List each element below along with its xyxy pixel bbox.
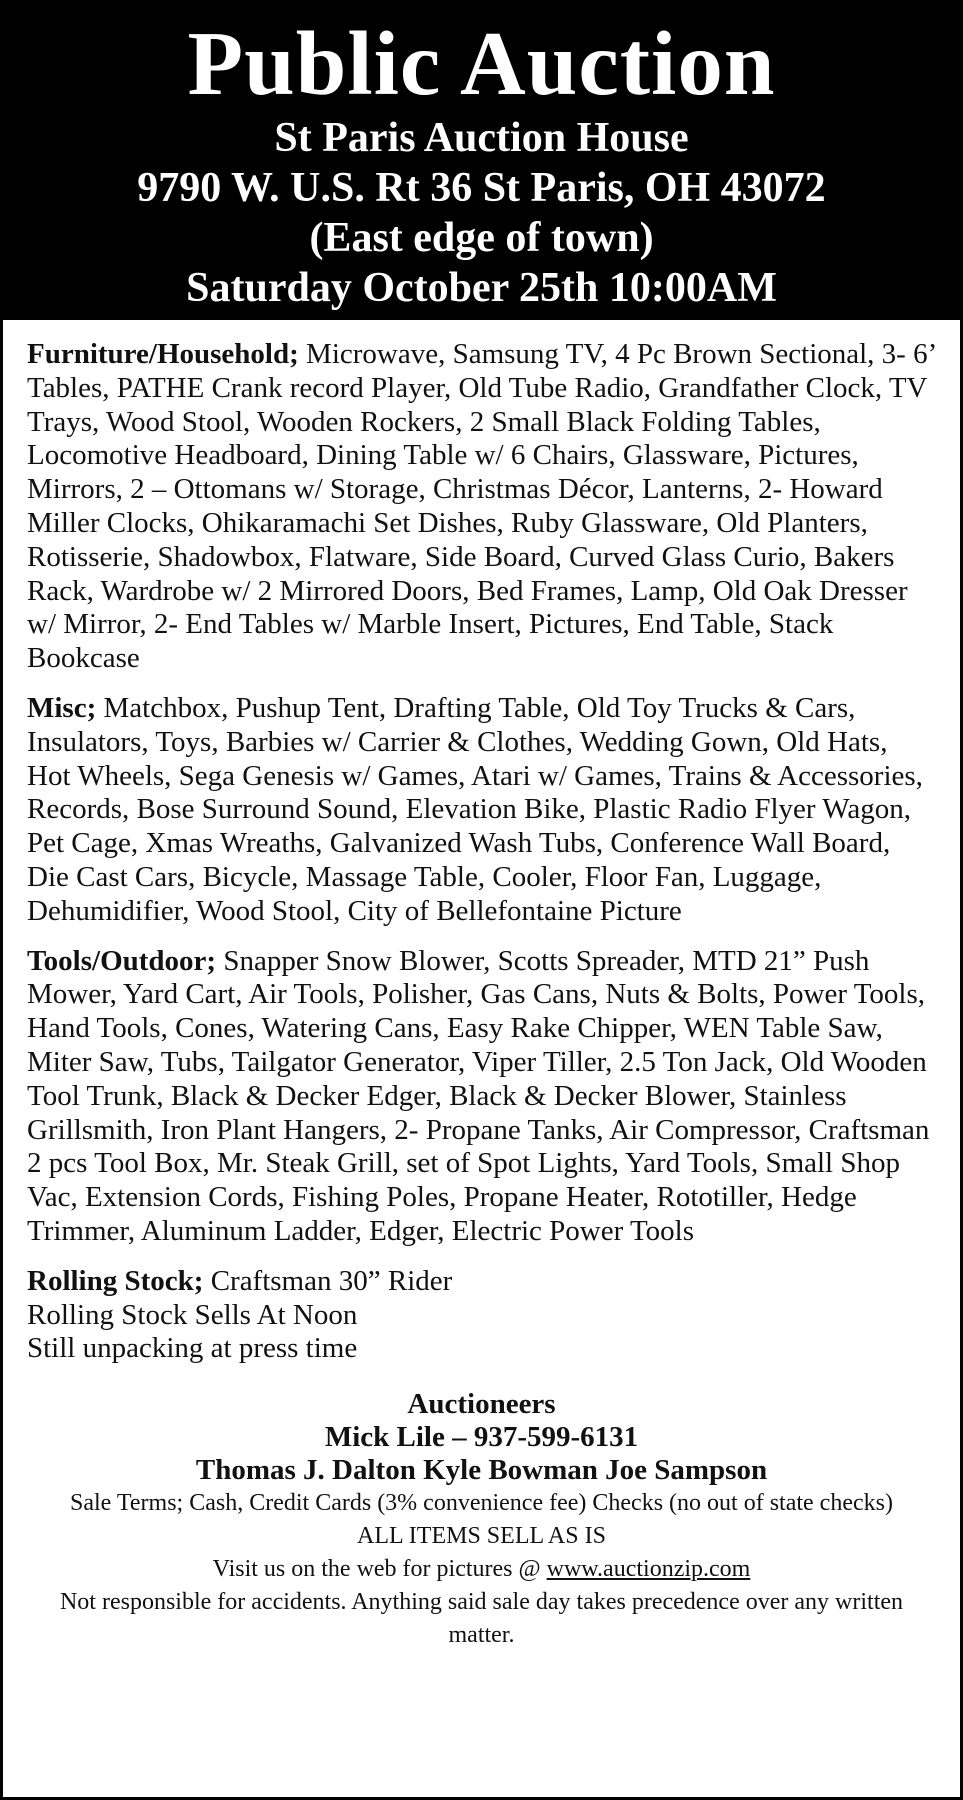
auctioneers-label: Auctioneers <box>407 1388 556 1421</box>
other-auctioneers: Thomas J. Dalton Kyle Bowman Joe Sampson <box>195 1454 768 1487</box>
website-prefix: Visit us on the web for pictures @ <box>212 1556 547 1583</box>
ad-title: Public Auction <box>187 13 776 114</box>
furniture-items: Microwave, Samsung TV, 4 Pc Brown Sectional, 3- 6’ Tables, PATHE Crank record Player, Old Tube Radio, Grandfather Clock, TV Trays, Wood Stool, Wooden Rockers, 2 Small Black Folding Tables, Locomotive Headboard, Dining Table w/ 6 Chairs, Glassware, Pictures, Mirrors, 2 – Ottomans w/ Storage, Christmas Décor, Lanterns, 2- Howard Miller Clocks, Ohikaramachi Set Dishes, Ruby Glassware, Old Planters, Rotisserie, Shadowbox, Flatware, Side Board, Curved Glass Curio, Bakers Rack, Wardrobe w/ 2 Mirrored Doors, Bed Frames, Lamp, Old Oak Dresser w/ Mirror, 2- End Tables w/ Marble Insert, Pictures, End Table, Stack Bookcase <box>27 338 936 675</box>
rolling-stock-heading: Rolling Stock; <box>27 1264 204 1297</box>
auction-date-time: Saturday October 25th 10:00AM <box>186 265 777 311</box>
tools-items: Snapper Snow Blower, Scotts Spreader, MTD 21” Push Mower, Yard Cart, Air Tools, Polisher, Gas Cans, Nuts & Bolts, Power Tools, Hand Tools, Cones, Watering Cans, Easy Rake Chipper, WEN Table Saw, Miter Saw, Tubs, Tailgator Generator, Viper Tiller, 2.5 Ton Jack, Old Wooden Tool Trunk, Black & Decker Edger, Black & Decker Blower, Stainless Grillsmith, Iron Plant Hangers, 2- Propane Tanks, Air Compressor, Craftsman 2 pcs Tool Box, Mr. Steak Grill, set of Spot Lights, Yard Tools, Small Shop Vac, Extension Cords, Fishing Poles, Propane Heater, Rototiller, Hedge Trimmer, Aluminum Ladder, Edger, Electric Power Tools <box>27 944 930 1247</box>
disclaimer: Not responsible for accidents. Anything said sale day takes precedence over any written matter. <box>59 1589 904 1649</box>
sale-terms: Sale Terms; Cash, Credit Cards (3% convenience fee) Checks (no out of state checks) <box>70 1490 893 1517</box>
rolling-stock-line <box>27 1265 936 1299</box>
location-note: (East edge of town) <box>309 215 654 261</box>
venue-address: 9790 W. U.S. Rt 36 St Paris, OH 43072 <box>137 165 826 211</box>
misc-section <box>27 692 936 929</box>
rolling-stock-items: Craftsman 30” Rider <box>203 1264 453 1297</box>
auctioneer-footer <box>27 1388 936 1652</box>
listing-body <box>3 320 960 1652</box>
furniture-heading: Furniture/Household; <box>27 338 299 370</box>
unpacking-note: Still unpacking at press time <box>27 1332 358 1365</box>
website-link[interactable]: www.auctionzip.com <box>546 1556 751 1583</box>
website-line <box>27 1553 936 1586</box>
misc-heading: Misc; <box>27 691 97 724</box>
furniture-section <box>27 338 936 676</box>
header-banner <box>3 3 960 320</box>
primary-auctioneer: Mick Lile – 937-599-6131 <box>324 1421 639 1454</box>
rolling-stock-note: Rolling Stock Sells At Noon <box>27 1298 358 1331</box>
tools-section <box>27 945 936 1249</box>
as-is-notice: ALL ITEMS SELL AS IS <box>357 1523 606 1550</box>
misc-items: Matchbox, Pushup Tent, Drafting Table, Old Toy Trucks & Cars, Insulators, Toys, Barbies w/ Carrier & Clothes, Wedding Gown, Old Hats, Hot Wheels, Sega Genesis w/ Games, Atari w/ Games, Trains & Accessories, Records, Bose Surround Sound, Elevation Bike, Plastic Radio Flyer Wagon, Pet Cage, Xmas Wreaths, Galvanized Wash Tubs, Conference Wall Board, Die Cast Cars, Bicycle, Massage Table, Cooler, Floor Fan, Luggage, Dehumidifier, Wood Stool, City of Bellefontaine Picture <box>27 691 923 927</box>
tools-heading: Tools/Outdoor; <box>27 944 217 977</box>
rolling-stock-section <box>27 1265 936 1366</box>
venue-name: St Paris Auction House <box>274 115 689 161</box>
